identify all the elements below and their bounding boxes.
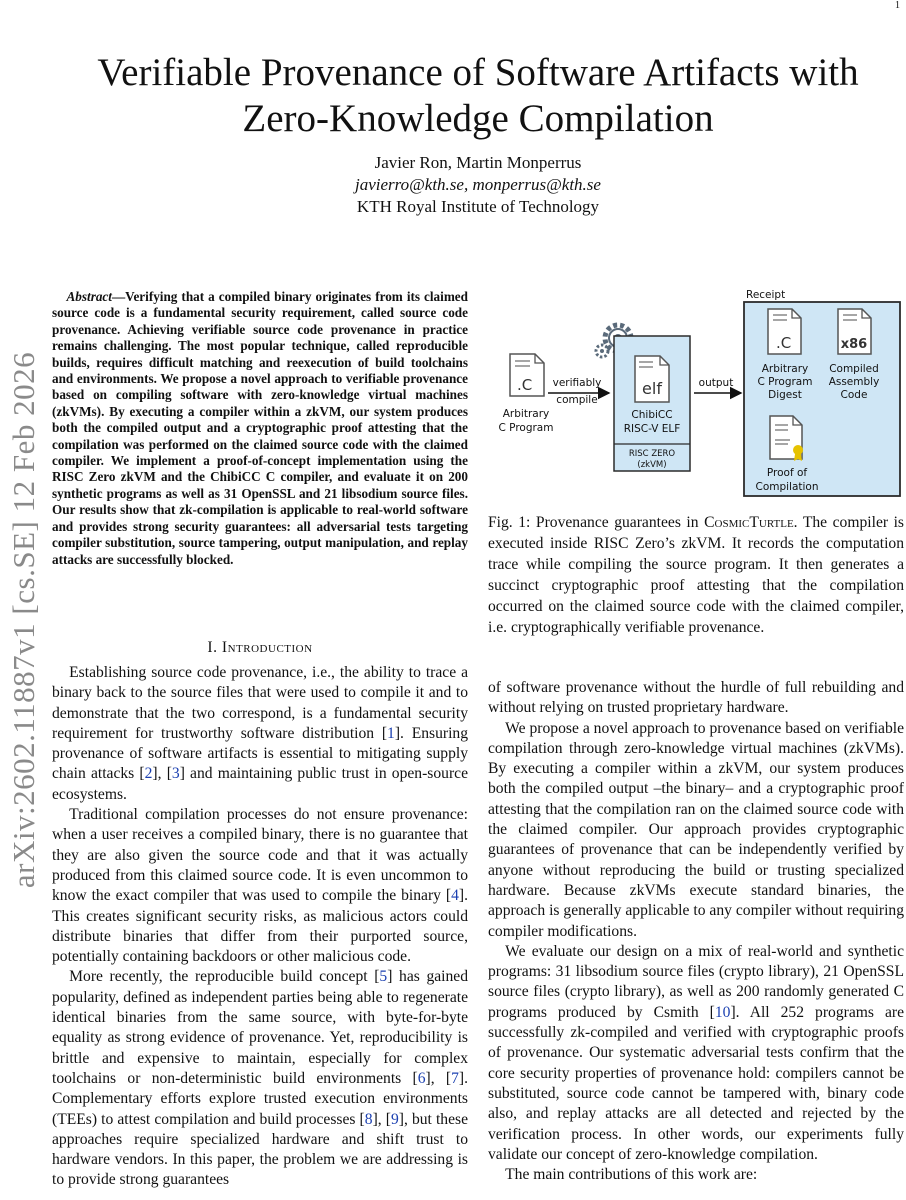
intro-paragraph-4: We propose a novel approach to provenance based on verifiable compilation through zero-knowledge virtual machines (zkVMs). By executing a compiler within a zkVM, our system produces both the compiled output –the binary– and a cryptographic proof attesting that the compilation ran on the claimed source code with the claimed compiler. Our approach provides cryptographic guarantees of provenance that can be independently verified by anyone without reproducing the build or trusting specialized hardware. Because zkVMs execute standard binaries, the approach is generally applicable to any compiler without requiring compiler modifications. (488, 719, 904, 940)
source-label-1: Arbitrary (502, 408, 550, 420)
compiler-label-1: ChibiCC (631, 409, 673, 421)
abstract-label: Abstract (66, 289, 112, 304)
zkvm-label-2: (zkVM) (637, 460, 667, 470)
arrow-label-1: verifiably (552, 377, 602, 389)
right-column-body (488, 678, 904, 1185)
source-file-ext: .C (517, 376, 533, 394)
output-label: output (698, 377, 734, 389)
title-line-1: Verifiable Provenance of Software Artifacts with (97, 51, 859, 94)
compiled-label-1: Compiled (829, 363, 879, 375)
source-label-2: C Program (498, 422, 554, 434)
citation-link[interactable]: 1 (387, 724, 395, 742)
source-file-icon (510, 354, 544, 396)
affiliation: KTH Royal Institute of Technology (356, 197, 600, 216)
section-title: Introduction (221, 639, 313, 656)
arrow-label-2: compile (556, 394, 598, 406)
left-column-body (52, 663, 468, 1191)
author-emails: javierro@kth.se, monperrus@kth.se (355, 175, 601, 194)
elf-file-icon (635, 356, 669, 402)
compiled-file-ext: x86 (840, 337, 868, 352)
digest-file-icon (768, 309, 801, 354)
system-name: CosmicTurtle (704, 514, 794, 531)
citation-link[interactable]: 3 (171, 765, 180, 783)
compiled-file-icon (838, 309, 871, 354)
compiled-label-2: Assembly (828, 376, 880, 388)
arxiv-identifier-stamp: arXiv:2602.11887v1 [cs.SE] 12 Feb 2026 (6, 351, 41, 889)
figure-1-provenance-diagram (488, 284, 904, 514)
continued-paragraph: of software provenance without the hurdle of full rebuilding and without relying on trusted proprietary hardware. (488, 679, 904, 717)
author-names: Javier Ron, Martin Monperrus (374, 153, 582, 172)
figure-caption: Fig. 1: Provenance guarantees in CosmicTurtle. The compiler is executed inside RISC Zero’s zkVM. It records the computation trace while compiling the source program. It then generates a succinct cryptographic proof attesting that the compilation occurred on the claimed source code with the claimed compiler, i.e. cryptographically verifiable provenance. (488, 514, 905, 636)
author-block (200, 152, 756, 218)
section-number: I. (207, 639, 218, 656)
citation-link[interactable]: 10 (714, 1003, 731, 1021)
intro-paragraph-5: We evaluate our design on a mix of real-world and synthetic programs: 31 libsodium source files (crypto library), 21 OpenSSL source files (crypto library), as well as 200 randomly generated C programs produced by Csmith [10]. All 252 programs are successfully zk-compiled and verified with cryptographic proofs of provenance. Our systematic adversarial tests confirm that the core security properties of provenance hold: compilers cannot be substituted, source code cannot be tampered with, binary code also, and replay attacks are all detected and rejected by the verification process. In other words, our experiments fully validate our concept of zero-knowledge compilation. (488, 942, 904, 1163)
citation-link[interactable]: 9 (390, 1110, 399, 1128)
receipt-label: Receipt (746, 289, 786, 301)
elf-file-ext: elf (642, 379, 662, 398)
compiler-label-2: RISC-V ELF (623, 423, 681, 435)
intro-paragraph-3: More recently, the reproducible build concept [5] has gained popularity, defined as independent parties being able to regenerate identical binaries from the same source, with byte-for-byte equality as strong evidence of provenance. Yet, reproducibility is brittle and expensive to maintain, especially for complex toolchains or non-deterministic build environments [6], [7]. Complementary efforts explore trusted execution environments (TEEs) to attest compilation and build processes [8], [9], but these approaches require specialized hardware and shift trust to hardware vendors. In this paper, the problem we are addressing is to provide strong guarantees (52, 968, 469, 1189)
proof-label-2: Compilation (755, 481, 819, 493)
citation-link[interactable]: 7 (451, 1069, 459, 1087)
section-heading-introduction (52, 639, 468, 657)
gear-small-icon (596, 345, 608, 357)
citation-link[interactable]: 5 (379, 968, 388, 986)
proof-label-1: Proof of (766, 467, 808, 479)
digest-label-3: Digest (768, 389, 802, 401)
citation-link[interactable]: 2 (144, 765, 153, 783)
intro-paragraph-1: Establishing source code provenance, i.e., the ability to trace a binary back to the source files that were used to compile it and to demonstrate that the two correspond, is a fundamental security requirement for trustworthy software distribution [1]. Ensuring provenance of software artifacts is essential to mitigating supply chain attacks [2], [3] and maintaining public trust in open-source ecosystems. (52, 664, 469, 803)
zkvm-label-1: RISC ZERO (628, 449, 676, 459)
citation-link[interactable]: 4 (451, 887, 459, 905)
contributions-lead: The main contributions of this work are: (505, 1166, 758, 1184)
compiled-label-3: Code (840, 389, 868, 401)
proof-file-icon (770, 416, 803, 461)
digest-label-1: Arbitrary (761, 363, 809, 375)
title-line-2: Zero-Knowledge Compilation (242, 97, 714, 140)
abstract-text: —Verifying that a compiled binary originates from its claimed source code is a fundamental security requirement, called source code provenance. Achieving verifiable source code provenance in practice remains challenging. The most popular technique, called reproducible builds, requires difficult matching and reexecution of build toolchains and environments. We propose a novel approach to verifiable provenance based on compiling software with zero-knowledge virtual machines (zkVMs). By executing a compiler within a zkVM, our system produces both the compiled output and a cryptographic proof attesting that the compilation was performed on the claimed source code with the claimed compiler. We implement a proof-of-concept implementation using the RISC Zero zkVM and the ChibiCC C compiler, and evaluate it on 200 synthetic programs as well as 31 OpenSSL and 21 libsodium source files. Our results show that zk-compilation is applicable to real-world software and provides strong security guarantees: all adversarial tests targeting compiler substitution, source tampering, output manipulation, and replay attacks are successfully blocked. (52, 289, 468, 567)
citation-link[interactable]: 8 (364, 1110, 373, 1128)
page-number: 1 (895, 0, 900, 11)
abstract (52, 289, 468, 568)
paper-title (60, 50, 896, 142)
intro-paragraph-2: Traditional compilation processes do not ensure provenance: when a user receives a compiled binary, there is no guarantee that they are also given the source code and that it was actually produced from this claimed source code. It is even uncommon to know the exact compiler that was used to compile the binary [4]. This creates significant security risks, as malicious actors could distribute binaries that differ from their purported source, potentially containing backdoors or other malicious code. (52, 806, 468, 966)
digest-label-2: C Program (757, 376, 813, 388)
digest-file-ext: .C (776, 334, 792, 352)
citation-link[interactable]: 6 (417, 1069, 426, 1087)
